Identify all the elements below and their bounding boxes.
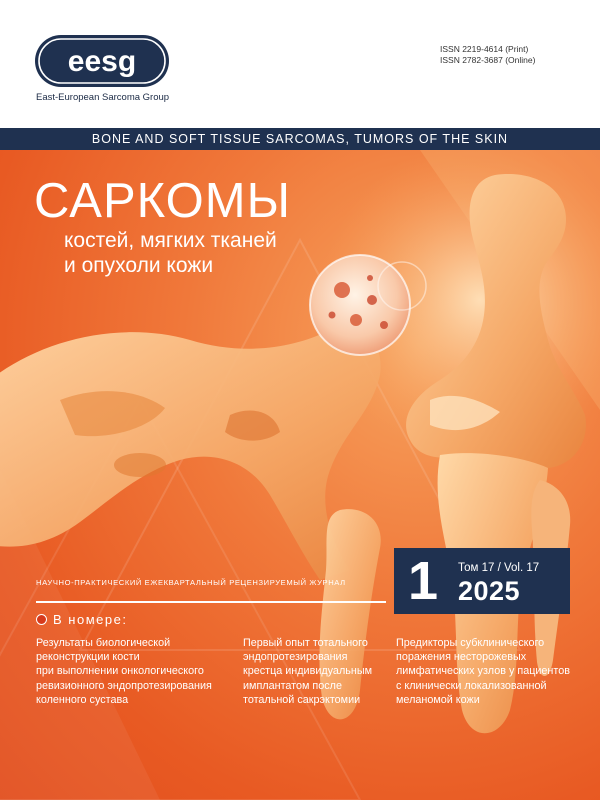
article-1: Результаты биологической реконструкции кости при выполнении онкологического ревизионного эндопротезирования коленного сустава (36, 637, 212, 706)
english-title-strip: BONE AND SOFT TISSUE SARCOMAS, TUMORS OF THE SKIN (0, 128, 600, 150)
issn-block (440, 44, 560, 66)
article-2: Первый опыт тотального эндопротезирования крестца индивидуальным имплантатом после тотальной сакрэктомии (243, 637, 373, 706)
subtitle-line-1: костей, мягких тканей (64, 229, 277, 252)
issn-online: ISSN 2782-3687 (Online) (440, 55, 536, 65)
logo-text: eesg (67, 45, 137, 78)
in-issue-label: В номере: (53, 612, 128, 627)
logo-caption: East-European Sarcoma Group (36, 92, 170, 103)
journal-title: САРКОМЫ (34, 174, 291, 228)
in-issue-heading (36, 612, 127, 627)
journal-type: НАУЧНО-ПРАКТИЧЕСКИЙ ЕЖЕКВАРТАЛЬНЫЙ РЕЦЕНЗИРУЕМЫЙ ЖУРНАЛ (36, 578, 346, 587)
article-3: Предикторы субклинического поражения несторожевых лимфатических узлов у пациентов с клинически локализованной меланомой кожи (396, 637, 570, 706)
eesg-logo (34, 34, 170, 103)
issue-box (394, 548, 570, 614)
issn-print: ISSN 2219-4614 (Print) (440, 44, 529, 54)
issue-volume: Том 17 / Vol. 17 (458, 562, 540, 574)
issue-year: 2025 (458, 576, 521, 606)
divider-line (36, 601, 386, 603)
subtitle-line-2: и опухоли кожи (64, 254, 214, 277)
issue-number: 1 (408, 551, 439, 611)
logo-badge-icon (34, 34, 170, 88)
cover-header (0, 0, 600, 128)
journal-subtitle (64, 228, 277, 278)
bullet-dot-icon (36, 614, 47, 625)
